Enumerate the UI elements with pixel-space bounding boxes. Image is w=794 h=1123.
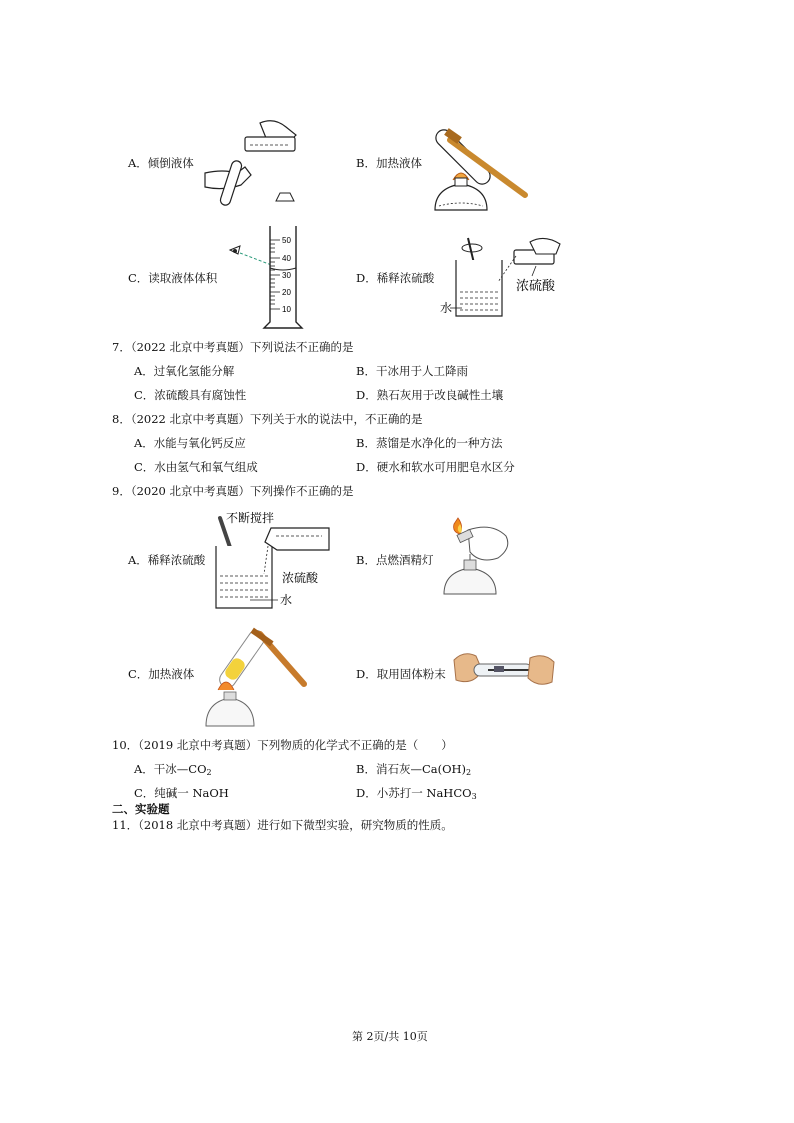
q10-option-a-text: A．干冰—CO — [134, 762, 207, 776]
cylinder-tick-40: 40 — [282, 254, 291, 263]
q7-stem: 7．（2022 北京中考真题）下列说法不正确的是 — [112, 340, 354, 354]
q8-option-c: C．水由氢气和氧气组成 — [134, 460, 258, 474]
q7-option-c: C．浓硫酸具有腐蚀性 — [134, 388, 247, 402]
q10-option-b-sub: 2 — [466, 768, 472, 777]
q6-option-b: B．加热液体 — [356, 156, 422, 170]
q8-option-d: D．硬水和软水可用肥皂水区分 — [356, 460, 515, 474]
d-acid-label: 浓硫酸 — [516, 279, 556, 294]
q6-figure-heating-liquid — [425, 110, 535, 220]
q9-figure-solid-powder — [452, 648, 556, 692]
q9-option-a: A．稀释浓硫酸 — [128, 553, 206, 567]
q6-option-a: A．倾倒液体 — [128, 156, 194, 170]
cylinder-tick-30: 30 — [282, 271, 291, 280]
q7-option-d: D．熟石灰用于改良碱性土壤 — [356, 388, 504, 402]
q10-stem: 10．（2019 北京中考真题）下列物质的化学式不正确的是（ ） — [112, 738, 453, 752]
q10-option-d — [356, 785, 477, 801]
q9-stem: 9．（2020 北京中考真题）下列操作不正确的是 — [112, 484, 354, 498]
cylinder-tick-50: 50 — [282, 236, 291, 245]
section-title-experiment: 二、实验题 — [112, 802, 170, 816]
q10-option-b — [356, 761, 471, 777]
q9-option-c: C．加热液体 — [128, 667, 195, 681]
q9-acid-label: 浓硫酸 — [282, 571, 319, 585]
q10-option-c: C．纯碱一 NaOH — [134, 786, 229, 800]
q9-figure-lighting-lamp — [438, 514, 518, 600]
q10-option-d-text: D．小苏打一 NaHCO — [356, 786, 472, 800]
q7-option-a: A．过氧化氢能分解 — [134, 364, 235, 378]
q6-figure-diluting-acid — [440, 232, 565, 327]
q8-option-b: B．蒸馏是水净化的一种方法 — [356, 436, 503, 450]
cylinder-tick-10: 10 — [282, 305, 291, 314]
q6-figure-pouring-liquid — [200, 115, 310, 215]
q8-stem: 8．（2022 北京中考真题）下列关于水的说法中，不正确的是 — [112, 412, 423, 426]
q8-option-a: A．水能与氧化钙反应 — [134, 436, 246, 450]
q9-water-label: 水 — [280, 593, 293, 607]
q6-figure-graduated-cylinder — [222, 222, 312, 330]
q6-option-d: D．稀释浓硫酸 — [356, 271, 435, 285]
q10-option-d-sub: 3 — [471, 792, 477, 801]
q10-option-a-sub: 2 — [206, 768, 212, 777]
d-water-label: 水 — [440, 301, 453, 315]
q9-option-b: B．点燃酒精灯 — [356, 553, 434, 567]
q7-option-b: B．干冰用于人工降雨 — [356, 364, 468, 378]
cylinder-tick-20: 20 — [282, 288, 291, 297]
q9-figure-heating-test-tube — [200, 620, 320, 730]
q9-figure-diluting-acid — [210, 512, 340, 612]
page-number: 第 2页/共 10页 — [352, 1030, 428, 1043]
q6-option-c: C．读取液体体积 — [128, 271, 218, 285]
q9-option-d: D．取用固体粉末 — [356, 667, 446, 681]
q10-option-b-text: B．消石灰—Ca(OH) — [356, 762, 467, 776]
q9-stir-label: 不断搅拌 — [226, 511, 275, 525]
q10-option-a — [134, 761, 212, 777]
q11-stem: 11．（2018 北京中考真题）进行如下微型实验，研究物质的性质。 — [112, 818, 453, 832]
